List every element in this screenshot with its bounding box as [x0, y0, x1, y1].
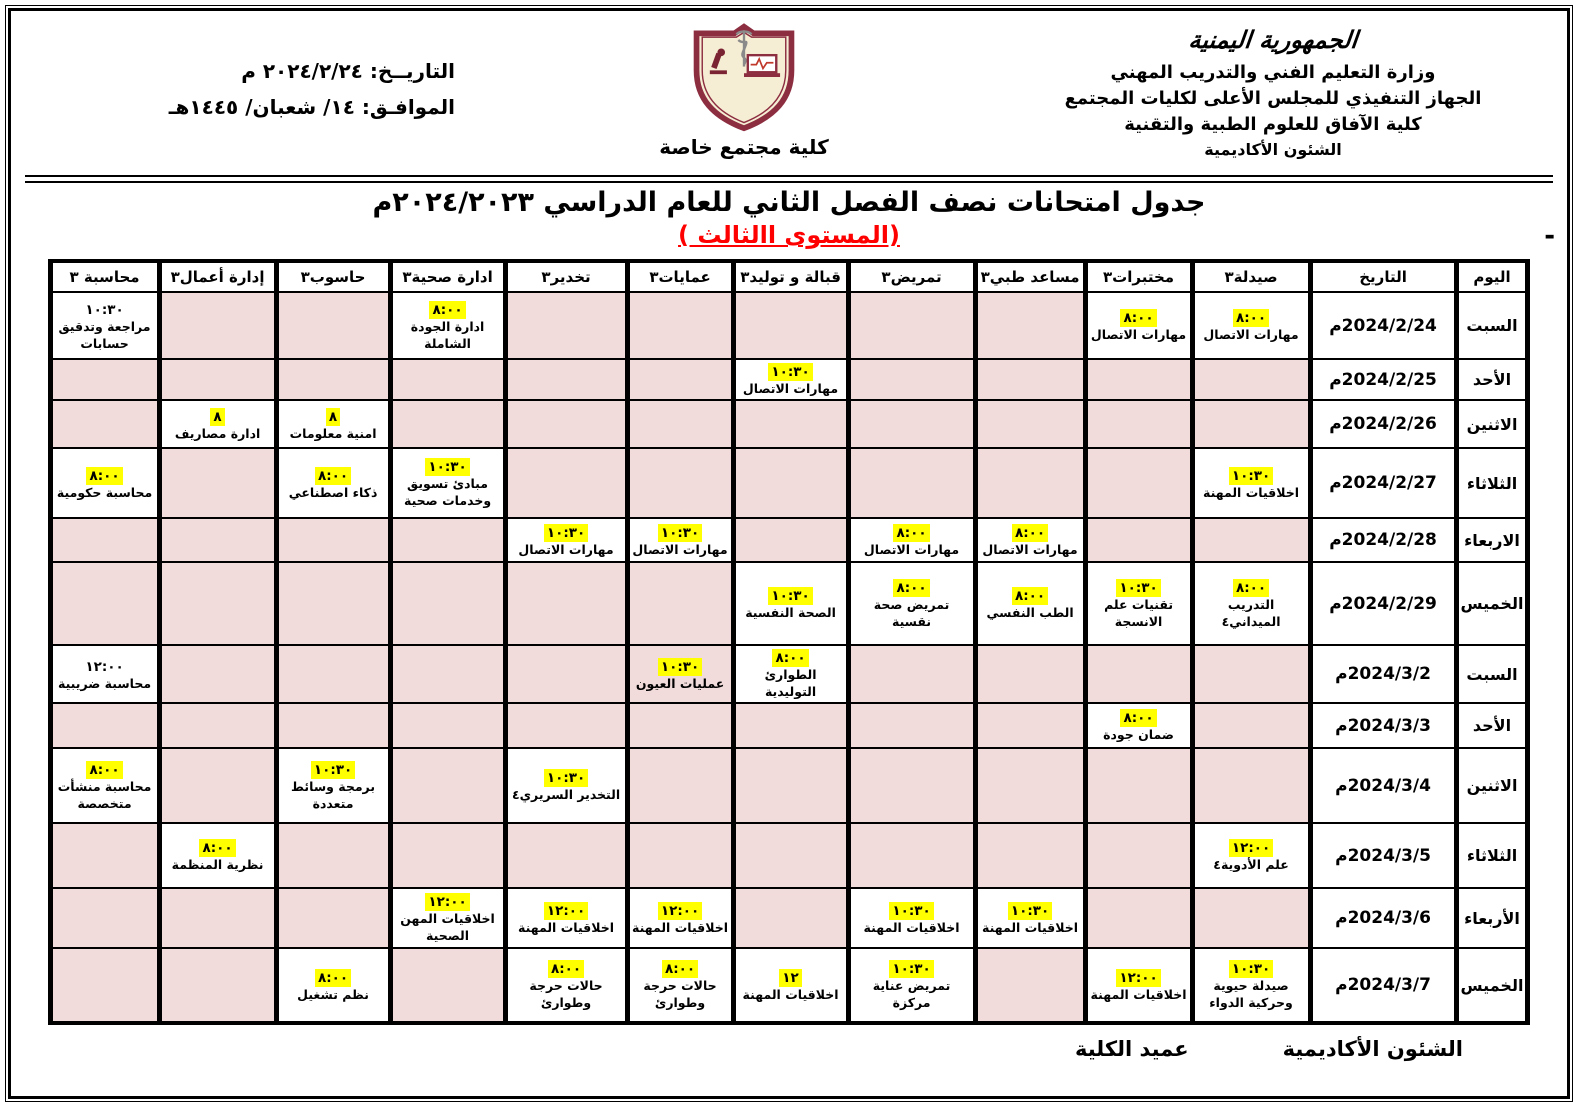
exam-time: ٨:٠٠ [1012, 587, 1048, 605]
table-row [50, 703, 1528, 748]
exam-cell [1085, 948, 1192, 1023]
exam-cell [627, 948, 733, 1023]
day-cell: الاثنين [1456, 400, 1528, 448]
empty-cell [848, 359, 975, 400]
exam-subject: مهارات الاتصال [863, 541, 960, 557]
empty-cell [50, 359, 159, 400]
empty-cell [505, 400, 627, 448]
empty-cell [627, 359, 733, 400]
dates-block [25, 21, 495, 125]
exam-time: ٨ [326, 408, 340, 426]
subject-column-header-5: عمايات٣ [627, 261, 733, 292]
exam-time: ٨:٠٠ [893, 524, 929, 542]
ministry-block [993, 21, 1553, 161]
exam-cell [1085, 703, 1192, 748]
empty-cell [627, 703, 733, 748]
empty-cell [390, 703, 505, 748]
exam-time: ٨:٠٠ [86, 761, 122, 779]
empty-cell [1192, 748, 1310, 823]
exam-subject: محاسبة منشأت متخصصة [57, 778, 152, 811]
empty-cell [733, 518, 848, 562]
exam-subject: اخلاقيات المهنة [742, 986, 839, 1002]
table-body [50, 292, 1528, 1023]
exam-cell [1192, 562, 1310, 645]
empty-cell [1085, 518, 1192, 562]
title-block [25, 187, 1553, 249]
exam-subject: حالات حرجة وطوارئ [643, 978, 717, 1011]
exam-cell [1192, 292, 1310, 359]
exam-subject: نظرية المنظمة [171, 857, 264, 873]
exam-time: ٨:٠٠ [429, 301, 465, 319]
exam-time: ١٢:٠٠ [425, 893, 469, 911]
exam-subject: تمريض صحة نقسية [873, 596, 950, 629]
empty-cell [975, 400, 1085, 448]
exam-time: ١٠:٣٠ [311, 761, 355, 779]
exam-time: ١٠:٣٠ [768, 587, 812, 605]
page-inner-frame [8, 8, 1570, 1099]
empty-cell [1085, 748, 1192, 823]
exam-subject: اخلاقيات المهنة [632, 919, 729, 935]
exam-cell [733, 645, 848, 703]
empty-cell [627, 562, 733, 645]
empty-cell [505, 703, 627, 748]
exam-cell [276, 400, 390, 448]
table-row [50, 292, 1528, 359]
empty-cell [733, 748, 848, 823]
exam-time: ١٠:٣٠ [1008, 902, 1052, 920]
subject-column-header-0: صيدلة٣ [1192, 261, 1310, 292]
exam-cell [390, 292, 505, 359]
empty-cell [159, 748, 276, 823]
department-name: الشئون الأكاديمية [1204, 140, 1342, 160]
exam-time: ١٠:٣٠ [1116, 579, 1160, 597]
exam-cell [1192, 948, 1310, 1023]
exam-cell [505, 518, 627, 562]
exam-subject: محاسبة ضريبية [57, 675, 152, 691]
empty-cell [627, 400, 733, 448]
table-row [50, 518, 1528, 562]
exam-time: ١٠:٣٠ [768, 363, 812, 381]
empty-cell [50, 823, 159, 888]
exam-table [48, 259, 1531, 1025]
exam-time: ١٢:٠٠ [544, 902, 588, 920]
empty-cell [848, 703, 975, 748]
exam-subject: ضمان جودة [1103, 727, 1174, 743]
table-row [50, 562, 1528, 645]
exam-time: ١٠:٣٠ [658, 524, 702, 542]
empty-cell [390, 400, 505, 448]
empty-cell [50, 703, 159, 748]
subject-column-header-2: مساعد طبي٣ [975, 261, 1085, 292]
exam-time: ٨:٠٠ [199, 839, 235, 857]
subject-column-header-8: حاسوب٣ [276, 261, 390, 292]
exam-cell [505, 948, 627, 1023]
gregorian-date: التاريــخ: ٢٠٢٤/٢/٢٤ م [241, 59, 455, 83]
exam-time: ١٠:٣٠ [889, 902, 933, 920]
exam-subject: علم الأدوية٤ [1213, 857, 1289, 873]
exam-cell [159, 823, 276, 888]
exam-time: ٨:٠٠ [772, 649, 808, 667]
day-cell: الثلاثاء [1456, 823, 1528, 888]
subject-column-header-6: تخدير٣ [505, 261, 627, 292]
exam-time: ٨:٠٠ [86, 467, 122, 485]
empty-cell [1192, 888, 1310, 948]
exam-time: ١٠:٣٠ [425, 458, 469, 476]
day-cell: الأحد [1456, 703, 1528, 748]
day-column-header: اليوم [1456, 261, 1528, 292]
exam-subject: مهارات الاتصال [1203, 327, 1299, 343]
dean-signature: عميد الكلية [1075, 1037, 1189, 1062]
empty-cell [159, 948, 276, 1023]
empty-cell [390, 359, 505, 400]
empty-cell [505, 359, 627, 400]
exam-subject: ادارة مصاريف [174, 425, 261, 441]
empty-cell [390, 562, 505, 645]
exam-time: ١٢ [779, 969, 801, 987]
day-cell: السبت [1456, 645, 1528, 703]
exam-time: ١٠:٣٠ [544, 524, 588, 542]
day-cell: الأربعاء [1456, 888, 1528, 948]
empty-cell [733, 292, 848, 359]
exam-subject: برمجة وسائط متعددة [291, 778, 376, 811]
date-cell: 2024/3/7م [1310, 948, 1456, 1023]
exam-cell [848, 518, 975, 562]
exam-time: ٨:٠٠ [1120, 709, 1156, 727]
empty-cell [1192, 645, 1310, 703]
exam-time: ١٠:٣٠ [544, 769, 588, 787]
exam-time: ١٠:٣٠ [658, 658, 702, 676]
exam-cell [975, 518, 1085, 562]
table-row [50, 888, 1528, 948]
empty-cell [1192, 400, 1310, 448]
day-cell: الخميس [1456, 948, 1528, 1023]
empty-cell [159, 562, 276, 645]
exam-subject: امنية معلومات [289, 425, 377, 441]
empty-cell [975, 292, 1085, 359]
empty-cell [390, 948, 505, 1023]
exam-cell [50, 645, 159, 703]
exam-cell [50, 292, 159, 359]
exam-subject: ذكاء اصطناعي [288, 484, 378, 500]
exam-subject: التخدير السريري٤ [511, 787, 621, 803]
empty-cell [276, 562, 390, 645]
exam-cell [276, 948, 390, 1023]
day-cell: الاثنين [1456, 748, 1528, 823]
empty-cell [1085, 448, 1192, 518]
empty-cell [1085, 400, 1192, 448]
exam-subject: الصحة النفسية [745, 605, 836, 621]
exam-time: ٨:٠٠ [1012, 524, 1048, 542]
ministry-name: وزارة التعليم الفني والتدريب المهني [1110, 61, 1436, 83]
table-row [50, 948, 1528, 1023]
empty-cell [159, 359, 276, 400]
day-cell: السبت [1456, 292, 1528, 359]
exam-subject: اخلاقيات المهنة [1203, 484, 1300, 500]
empty-cell [733, 888, 848, 948]
table-row [50, 448, 1528, 518]
empty-cell [159, 645, 276, 703]
exam-cell [975, 888, 1085, 948]
exam-subject: التدريب الميداني٤ [1221, 596, 1281, 629]
subject-column-header-10: محاسبة ٣ [50, 261, 159, 292]
subject-column-header-4: قبالة و توليد٣ [733, 261, 848, 292]
exam-cell [975, 562, 1085, 645]
empty-cell [276, 518, 390, 562]
day-cell: الثلاثاء [1456, 448, 1528, 518]
empty-cell [276, 823, 390, 888]
exam-cell [848, 562, 975, 645]
exam-subject: اخلاقيات المهنة [518, 919, 615, 935]
table-row [50, 400, 1528, 448]
empty-cell [50, 948, 159, 1023]
exam-subject: الطوارئ التوليدية [764, 667, 817, 700]
date-cell: 2024/2/25م [1310, 359, 1456, 400]
empty-cell [390, 748, 505, 823]
table-row [50, 748, 1528, 823]
exam-cell [627, 645, 733, 703]
empty-cell [276, 292, 390, 359]
exam-time: ١٢:٠٠ [1116, 969, 1160, 987]
logo-block [495, 21, 993, 159]
exam-subject: نظم تشغيل [297, 986, 369, 1002]
date-cell: 2024/3/5م [1310, 823, 1456, 888]
empty-cell [733, 703, 848, 748]
table-row [50, 823, 1528, 888]
hijri-date: الموافـق: ١٤/ شعبان/ ١٤٤٥هـ [168, 95, 455, 119]
exam-subject: مهارات الاتصال [1090, 327, 1187, 343]
exam-time: ٨:٠٠ [315, 467, 351, 485]
exam-cell [50, 448, 159, 518]
exam-time: ٨:٠٠ [662, 960, 698, 978]
empty-cell [848, 645, 975, 703]
exam-cell [1192, 448, 1310, 518]
exam-subject: محاسبة حكومية [56, 484, 153, 500]
college-shield-logo [678, 21, 810, 133]
empty-cell [1085, 823, 1192, 888]
exam-cell [159, 400, 276, 448]
table-row [50, 359, 1528, 400]
empty-cell [1085, 359, 1192, 400]
date-cell: 2024/2/24م [1310, 292, 1456, 359]
side-dash: - [1544, 221, 1555, 251]
empty-cell [1192, 703, 1310, 748]
empty-cell [848, 400, 975, 448]
exam-cell [627, 888, 733, 948]
exam-subject: اخلاقيات المهن الصحية [400, 911, 495, 944]
empty-cell [848, 292, 975, 359]
exam-cell [390, 448, 505, 518]
exam-cell [276, 748, 390, 823]
exam-cell [50, 748, 159, 823]
empty-cell [733, 448, 848, 518]
exam-subject: تمريض عناية مركزة [872, 978, 951, 1011]
exam-cell [733, 948, 848, 1023]
exam-subject: حالات حرجة وطوارئ [529, 978, 603, 1011]
day-cell: الخميس [1456, 562, 1528, 645]
empty-cell [505, 645, 627, 703]
empty-cell [159, 703, 276, 748]
empty-cell [1192, 359, 1310, 400]
empty-cell [159, 292, 276, 359]
table-header-row [50, 261, 1528, 292]
exam-subject: مبادئ تسويق وخدمات صحية [403, 476, 492, 509]
executive-body: الجهاز التنفيذي للمجلس الأعلى لكليات المجتمع [1064, 87, 1482, 109]
empty-cell [505, 823, 627, 888]
exam-time: ٨ [210, 408, 224, 426]
empty-cell [848, 823, 975, 888]
date-cell: 2024/2/27م [1310, 448, 1456, 518]
subject-column-header-3: تمريض٣ [848, 261, 975, 292]
empty-cell [50, 562, 159, 645]
empty-cell [975, 448, 1085, 518]
exam-subject: عمليات العيون [635, 675, 725, 691]
empty-cell [627, 292, 733, 359]
exam-time: ١٠:٣٠ [85, 301, 124, 318]
exam-subject: مهارات الاتصال [632, 541, 728, 557]
academic-affairs-signature: الشئون الأكاديمية [1282, 1037, 1463, 1062]
exam-cell [1085, 292, 1192, 359]
exam-time: ١٠:٣٠ [889, 960, 933, 978]
empty-cell [159, 518, 276, 562]
exam-time: ٨:٠٠ [893, 579, 929, 597]
exam-subject: اخلاقيات المهنة [1090, 986, 1187, 1002]
subject-column-header-7: ادارة صحية٣ [390, 261, 505, 292]
page-footer [25, 1037, 1553, 1061]
empty-cell [276, 703, 390, 748]
empty-cell [390, 823, 505, 888]
laptop-ecg-icon [744, 55, 780, 77]
empty-cell [50, 400, 159, 448]
subject-column-header-9: إدارة أعمال٣ [159, 261, 276, 292]
exam-subject: ادارة الجودة الشاملة [410, 318, 485, 351]
exam-subject: الطب النفسي [986, 605, 1074, 621]
empty-cell [390, 518, 505, 562]
empty-cell [505, 448, 627, 518]
exam-time: ٨:٠٠ [1233, 309, 1269, 327]
empty-cell [1085, 888, 1192, 948]
empty-cell [733, 823, 848, 888]
exam-subject: اخلاقيات المهنة [982, 919, 1079, 935]
exam-subject: صيدلة حيوية وحركية الدواء [1209, 978, 1293, 1011]
header-divider [25, 175, 1553, 183]
empty-cell [733, 400, 848, 448]
empty-cell [975, 359, 1085, 400]
exam-time: ١٠:٣٠ [1229, 467, 1273, 485]
date-cell: 2024/3/2م [1310, 645, 1456, 703]
exam-cell [276, 448, 390, 518]
exam-time: ٨:٠٠ [548, 960, 584, 978]
college-type-label: كلية مجتمع خاصة [659, 135, 829, 159]
day-cell: الاربعاء [1456, 518, 1528, 562]
exam-cell [848, 888, 975, 948]
page-header [25, 21, 1553, 173]
empty-cell [1085, 645, 1192, 703]
empty-cell [50, 518, 159, 562]
table-row [50, 645, 1528, 703]
date-cell: 2024/2/28م [1310, 518, 1456, 562]
date-cell: 2024/2/26م [1310, 400, 1456, 448]
exam-cell [733, 562, 848, 645]
exam-cell [505, 748, 627, 823]
date-cell: 2024/3/6م [1310, 888, 1456, 948]
empty-cell [50, 888, 159, 948]
exam-cell [390, 888, 505, 948]
subject-column-header-1: مختبرات٣ [1085, 261, 1192, 292]
empty-cell [975, 823, 1085, 888]
empty-cell [975, 645, 1085, 703]
exam-subject: مهارات الاتصال [742, 381, 839, 397]
exam-subject: مراجعة وتدقيق حسابات [58, 318, 151, 351]
empty-cell [627, 823, 733, 888]
date-column-header: التاريخ [1310, 261, 1456, 292]
exam-time: ١٠:٣٠ [1229, 960, 1273, 978]
exam-time: ٨:٠٠ [315, 969, 351, 987]
page-outer-frame [5, 5, 1573, 1102]
date-cell: 2024/3/3م [1310, 703, 1456, 748]
day-cell: الأحد [1456, 359, 1528, 400]
empty-cell [627, 748, 733, 823]
empty-cell [627, 448, 733, 518]
exam-cell [1192, 823, 1310, 888]
exam-subject: مهارات الاتصال [982, 541, 1078, 557]
exam-time: ١٢:٠٠ [658, 902, 702, 920]
exam-subject: مهارات الاتصال [518, 541, 614, 557]
empty-cell [505, 562, 627, 645]
exam-time: ٨:٠٠ [1233, 579, 1269, 597]
exam-cell [627, 518, 733, 562]
schedule-title: جدول امتحانات نصف الفصل الثاني للعام الدراسي ٢٠٢٤/٢٠٢٣م [372, 187, 1206, 218]
republic-name: الجمهورية اليمنية [1187, 26, 1359, 54]
empty-cell [390, 645, 505, 703]
exam-time: ١٢:٠٠ [85, 658, 124, 675]
exam-subject: تقنيات علم الانسجة [1104, 596, 1174, 629]
empty-cell [505, 292, 627, 359]
exam-time: ١٢:٠٠ [1229, 839, 1273, 857]
empty-cell [276, 645, 390, 703]
exam-cell [848, 948, 975, 1023]
empty-cell [1192, 518, 1310, 562]
empty-cell [975, 948, 1085, 1023]
empty-cell [975, 703, 1085, 748]
empty-cell [848, 748, 975, 823]
empty-cell [975, 748, 1085, 823]
exam-cell [733, 359, 848, 400]
empty-cell [276, 888, 390, 948]
empty-cell [159, 448, 276, 518]
empty-cell [848, 448, 975, 518]
empty-cell [159, 888, 276, 948]
empty-cell [276, 359, 390, 400]
exam-cell [1085, 562, 1192, 645]
exam-time: ٨:٠٠ [1120, 309, 1156, 327]
college-name: كلية الآفاق للعلوم الطبية والتقنية [1124, 113, 1422, 135]
level-subtitle: (المستوى االثالث ) [678, 221, 900, 249]
exam-cell [505, 888, 627, 948]
date-cell: 2024/3/4م [1310, 748, 1456, 823]
exam-subject: اخلاقيات المهنة [863, 919, 960, 935]
date-cell: 2024/2/29م [1310, 562, 1456, 645]
